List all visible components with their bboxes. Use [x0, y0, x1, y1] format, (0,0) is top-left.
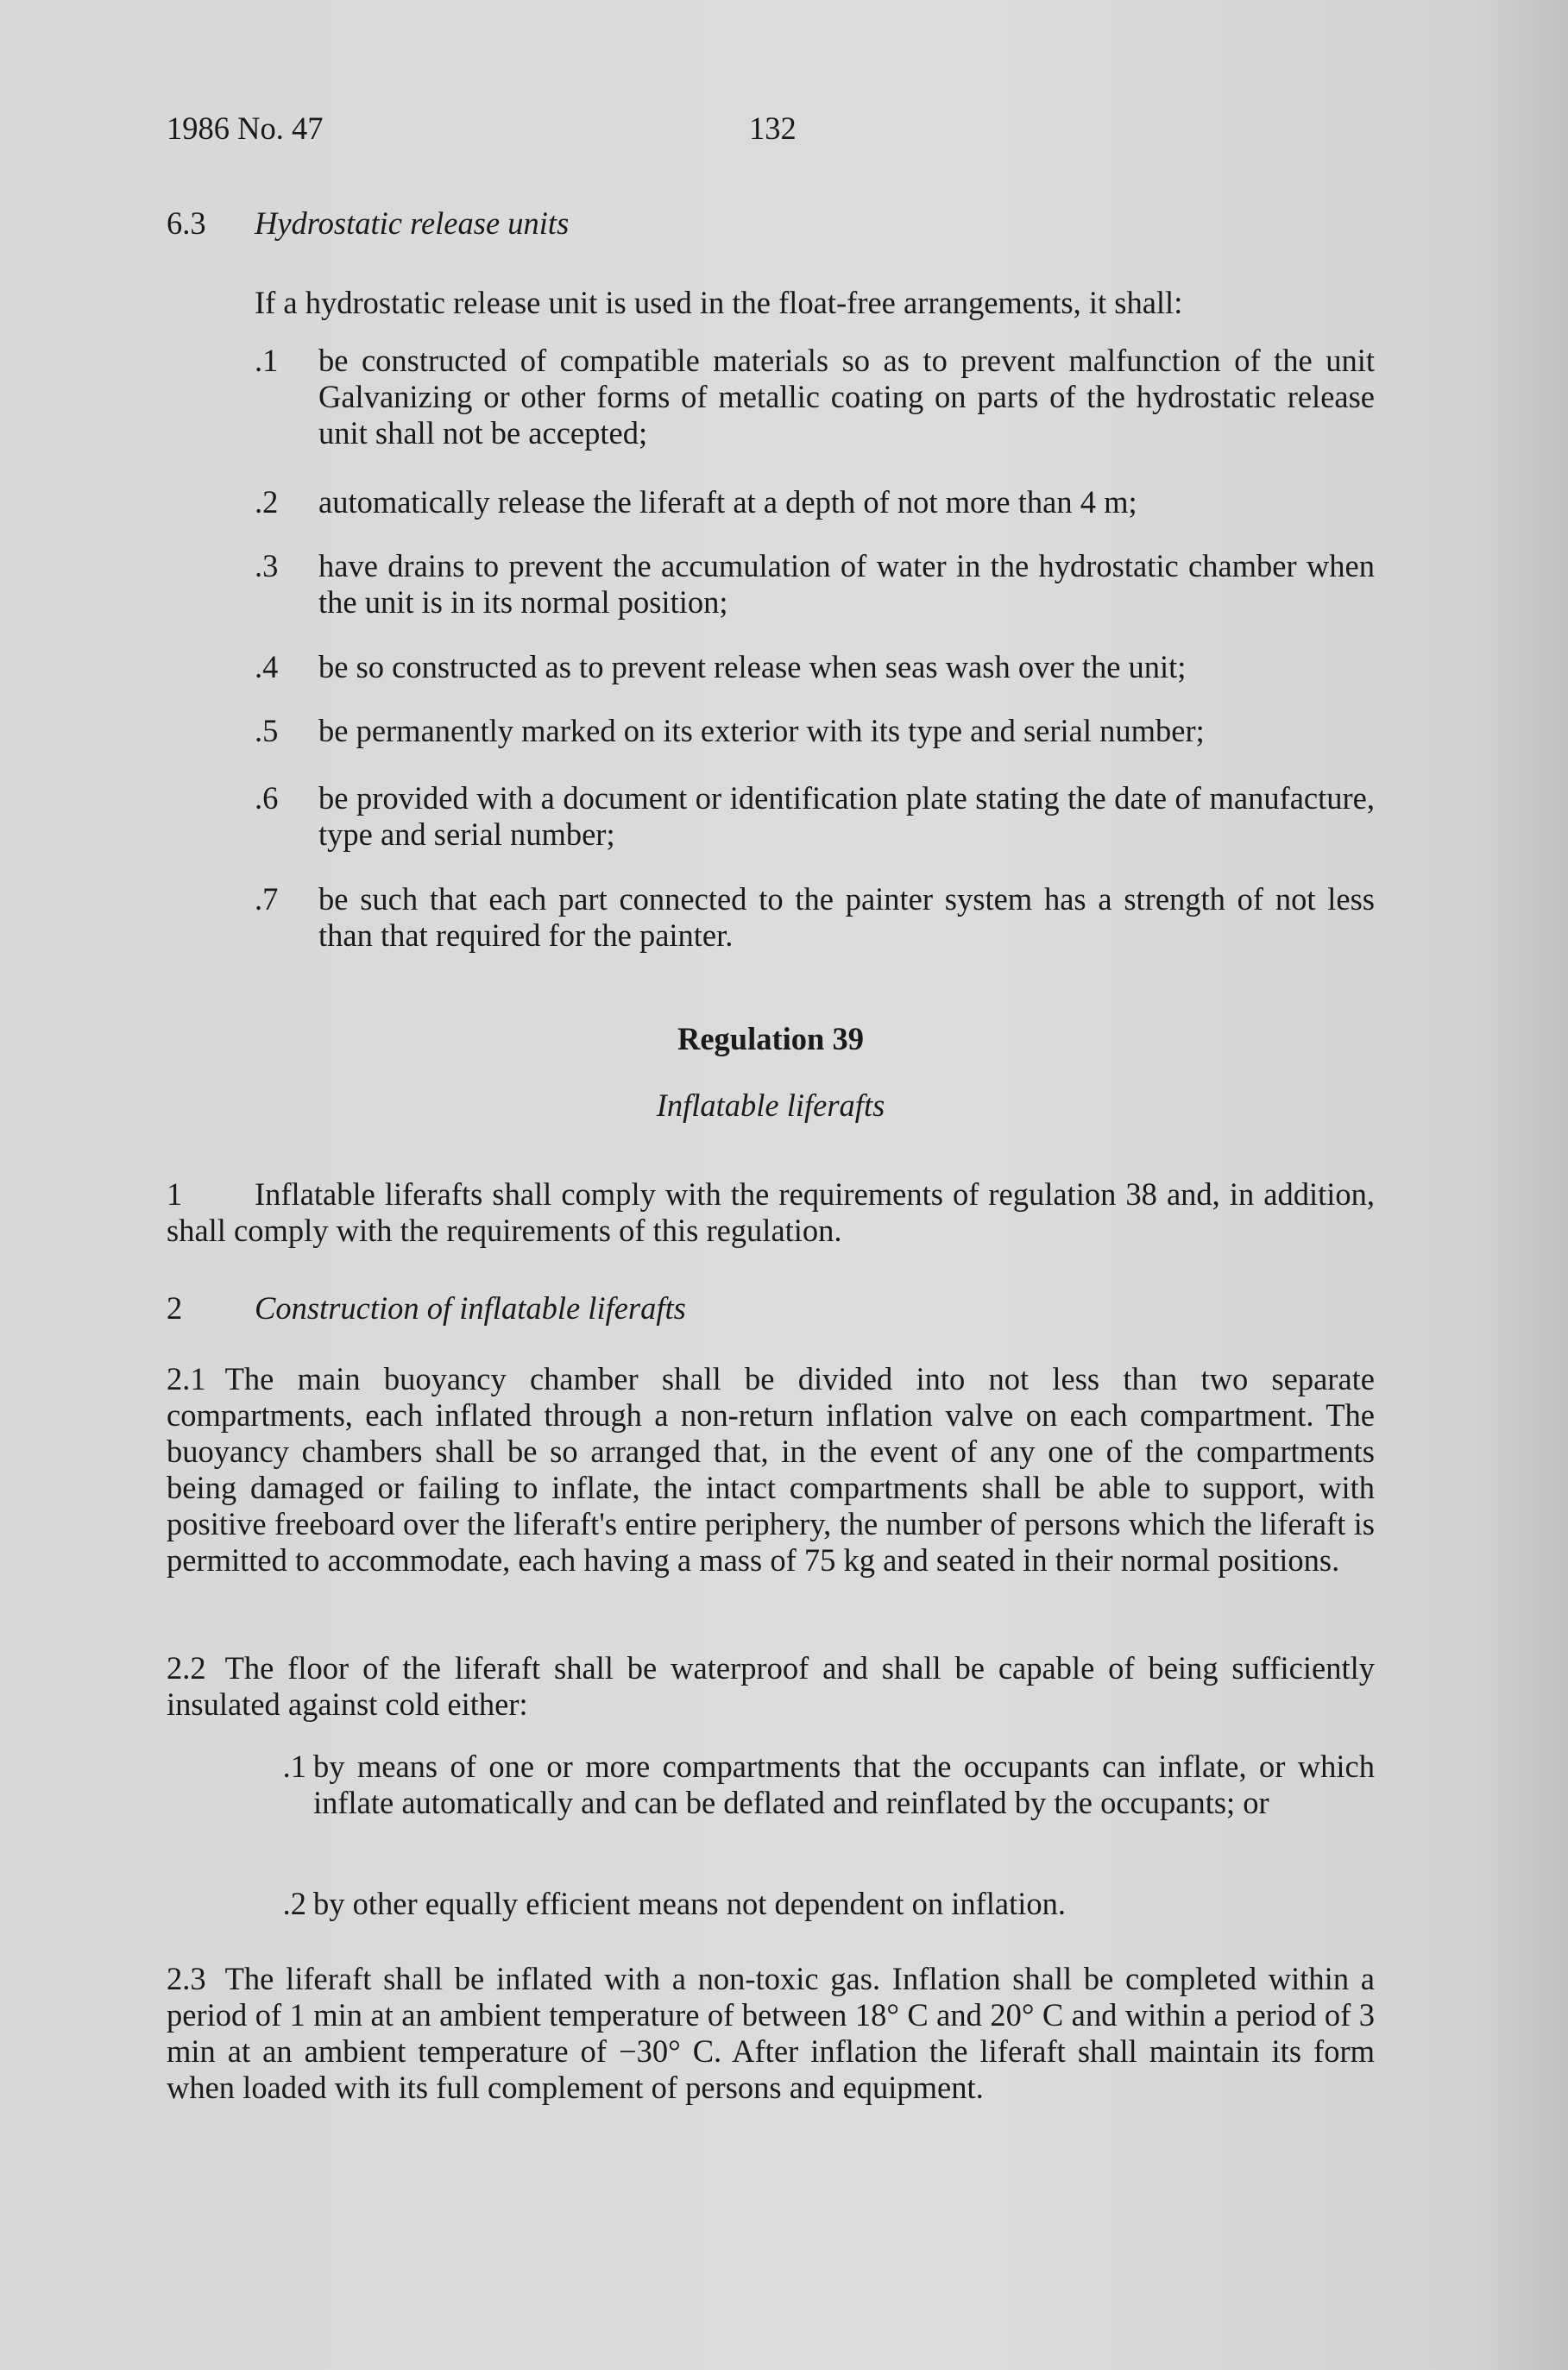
regulation-subtitle: Inflatable liferafts: [656, 1087, 885, 1123]
paragraph-text: The liferaft shall be inflated with a non-toxic gas. Inflation shall be completed within a period of 1 min at an ambient temperature of between 18° C and 20° C and within a period of 3 min at an ambient temperature of −30° C. After inflation the liferaft shall maintain its form when loaded with its full complement of persons and equipment.: [167, 1961, 1375, 2105]
item-text: automatically release the liferaft at a depth of not more than 4 m;: [318, 484, 1137, 520]
paragraph-2-3: [167, 1961, 1375, 2106]
item-text: be provided with a document or identification plate stating the date of manufacture, type and serial number;: [318, 780, 1375, 852]
item-text: be constructed of compatible materials so as to prevent malfunction of the unit Galvanizing or other forms of metallic coating on parts of the hydrostatic release unit shall not be accepted;: [318, 343, 1375, 451]
item-number: .2: [282, 1886, 306, 1921]
paragraph-1: [167, 1176, 1375, 1249]
paragraph-text: The floor of the liferaft shall be waterproof and shall be capable of being sufficiently insulated against cold either:: [167, 1650, 1375, 1722]
paragraph-2-2: [167, 1650, 1375, 1723]
item-number: .7: [255, 881, 279, 917]
regulation-heading: Regulation 39: [677, 1021, 864, 1056]
header-instrument-number: 1986 No. 47: [167, 110, 324, 146]
paragraph-number: 2.1: [167, 1361, 206, 1396]
paragraph-number: 2.3: [167, 1961, 206, 1996]
section-number: 2: [167, 1290, 183, 1326]
section-2-heading: [167, 1290, 686, 1327]
item-text: be so constructed as to prevent release when seas wash over the unit;: [318, 649, 1187, 684]
section-number: 6.3: [167, 205, 206, 241]
paragraph-text: Inflatable liferafts shall comply with the requirements of regulation 38 and, in addition, shall comply with the requirements of this regulation.: [167, 1176, 1375, 1248]
item-text: be permanently marked on its exterior with its type and serial number;: [318, 713, 1205, 748]
running-header: [167, 110, 1375, 148]
section-title: Hydrostatic release units: [255, 205, 570, 241]
item-text: by means of one or more compartments that the occupants can inflate, or which inflate automatically and can be deflated and reinflated by the occupants; or: [313, 1749, 1375, 1820]
item-number: .5: [255, 713, 279, 748]
paragraph-2-1: [167, 1361, 1375, 1579]
item-number: .1: [282, 1749, 306, 1784]
paragraph-number: 1: [167, 1176, 183, 1212]
item-text: have drains to prevent the accumulation of water in the hydrostatic chamber when the unit is in its normal position;: [318, 548, 1375, 620]
item-number: .6: [255, 780, 279, 816]
page-number: 132: [749, 110, 797, 146]
item-text: be such that each part connected to the painter system has a strength of not less than that required for the painter.: [318, 881, 1375, 953]
item-number: .2: [255, 484, 279, 520]
paragraph-text: The main buoyancy chamber shall be divided into not less than two separate compartments, each inflated through a non-return inflation valve on each compartment. The buoyancy chambers shall be so arranged that, in the event of any one of the compartments being damaged or failing to inflate, the intact compartments shall be able to support, with positive freeboard over the liferaft's entire periphery, the number of persons which the liferaft is permitted to accommodate, each having a mass of 75 kg and seated in their normal positions.: [167, 1361, 1375, 1578]
item-text: by other equally efficient means not dependent on inflation.: [313, 1886, 1067, 1921]
item-number: .1: [255, 343, 279, 378]
item-number: .3: [255, 548, 279, 583]
section-6-3-intro: If a hydrostatic release unit is used in the float-free arrangements, it shall:: [255, 285, 1183, 320]
section-title: Construction of inflatable liferafts: [255, 1290, 686, 1326]
paragraph-number: 2.2: [167, 1650, 206, 1686]
section-6-3-heading: [167, 205, 569, 242]
item-number: .4: [255, 649, 279, 684]
